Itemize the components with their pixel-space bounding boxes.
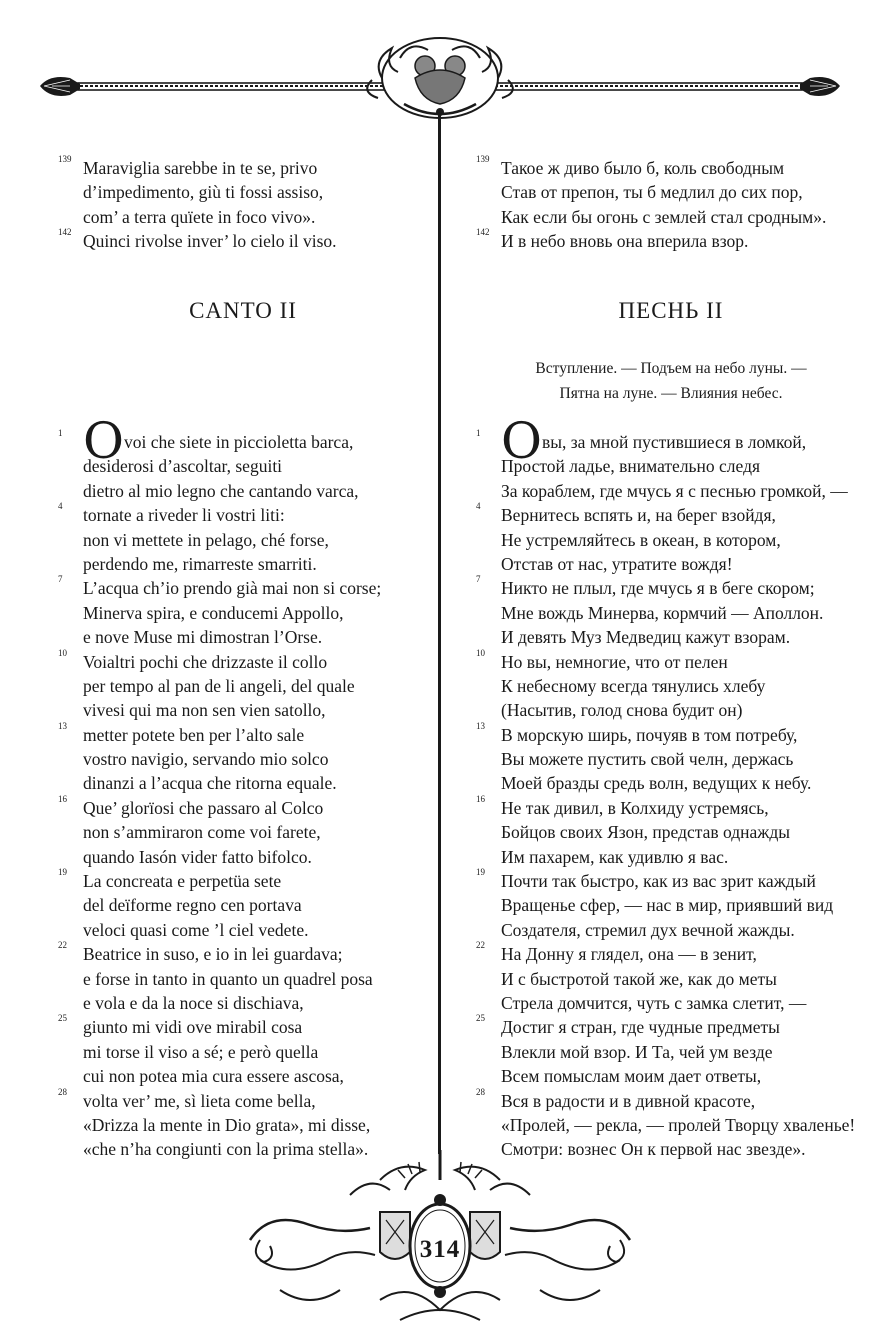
verse-text: tornate a riveder li vostri liti: xyxy=(83,505,285,526)
verse-text: Им пахарем, как удивлю я вас. xyxy=(501,846,729,867)
verse-number: 4 xyxy=(476,501,481,512)
argument-line: Пятна на луне. — Влияния небес. xyxy=(559,385,783,402)
verse-number: 13 xyxy=(58,720,67,731)
verse-text: Моей бразды средь волн, ведущих к небу. xyxy=(501,773,812,794)
verse-text: Такое ж диво было б, коль свободным xyxy=(501,158,785,178)
verse-text: За кораблем, где мчусь я с песнью громкой, — xyxy=(501,480,848,501)
verse-text: non s’ammiraron come voi farete, xyxy=(83,822,321,843)
verse-text: И с быстротой такой же, как до меты xyxy=(501,968,777,989)
verse-number: 139 xyxy=(476,154,490,164)
verse-number: 142 xyxy=(476,227,490,238)
verse-text: Никто не плыл, где мчусь я в беге скором; xyxy=(501,578,815,599)
verse-number: 142 xyxy=(58,227,72,238)
verse-text: Став от препон, ты б медлил до сих пор, xyxy=(501,182,803,203)
verse-text: L’acqua ch’io prendo già mai non si corse; xyxy=(83,578,382,599)
column-divider xyxy=(438,112,441,1154)
verse-text: На Донну я глядел, она — в зенит, xyxy=(501,944,757,965)
verse-text: И в небо вновь она вперила взор. xyxy=(501,231,749,252)
canto-argument xyxy=(476,356,866,406)
verse-text: e nove Muse mi dimostran l’Orse. xyxy=(83,627,323,648)
verse-text: Quinci rivolse inver’ lo cielo il viso. xyxy=(83,231,337,252)
verse-number: 16 xyxy=(58,793,67,804)
verse-text: Вся в радости и в дивной красоте, xyxy=(501,1090,756,1111)
verse-text: Отстав от нас, утратите вождя! xyxy=(501,553,733,574)
verse-text: (Насытив, голод снова будит он) xyxy=(501,700,743,721)
verse-text: Вращенье сфер, — нас в мир, приявший вид xyxy=(501,895,834,916)
right-tassel-icon xyxy=(800,77,840,96)
verse-text: volta ver’ me, sì lieta come bella, xyxy=(83,1090,316,1111)
verse-number: 28 xyxy=(58,1086,67,1097)
verse-text: non vi mettete in pelago, ché forse, xyxy=(83,529,329,550)
verse-number: 25 xyxy=(476,1013,485,1024)
verse-text: К небесному всегда тянулись хлебу xyxy=(501,675,766,696)
verse-text: И девять Муз Медведиц кажут взорам. xyxy=(501,627,791,648)
verse-text: metter potete ben per l’alto sale xyxy=(83,724,305,745)
verse-number: 1 xyxy=(476,428,481,438)
verse-number: 19 xyxy=(476,867,485,878)
verse-text: per tempo al pan de li angeli, del quale xyxy=(83,675,355,696)
verse-text: Бойцов своих Язон, представ однажды xyxy=(501,822,791,843)
verse-text: Смотри: вознес Он к первой нас звезде». xyxy=(501,1139,806,1160)
verse-number: 10 xyxy=(476,647,485,658)
verse-text: cui non potea mia cura essere ascosa, xyxy=(83,1066,344,1087)
verse-number: 22 xyxy=(476,940,485,951)
verse-text: mi torse il viso a sé; e però quella xyxy=(83,1041,319,1062)
verse-text: desiderosi d’ascoltar, seguiti xyxy=(83,456,283,477)
verse-text: Que’ glorïosi che passaro al Colco xyxy=(83,797,324,818)
verse-text: Достиг я стран, где чудные предметы xyxy=(501,1017,780,1038)
verse-text: Как если бы огонь с землей стал сродным». xyxy=(501,206,827,227)
verse-number: 7 xyxy=(476,574,481,585)
verse-text: Minerva spira, e conducemi Appollo, xyxy=(83,602,344,623)
verse-text: veloci quasi come ’l ciel vedete. xyxy=(83,919,309,940)
verse-text: Создателя, стремил дух вечной жажды. xyxy=(501,919,795,940)
verse-text: Стрела домчится, чуть с замка слетит, — xyxy=(501,992,807,1013)
verse-text: Мне вождь Минерва, кормчий — Аполлон. xyxy=(501,602,824,623)
verse-number: 25 xyxy=(58,1013,67,1024)
cherub-cartouche-icon xyxy=(367,38,513,118)
verse-text: Maraviglia sarebbe in te se, privo xyxy=(83,158,318,178)
argument-line: Вступление. — Подъем на небо луны. — xyxy=(535,360,807,377)
verse-number: 22 xyxy=(58,940,67,951)
verse-text: Простой ладье, внимательно следя xyxy=(501,456,761,477)
verse-text: «Пролей, — рекла, — пролей Творцу хваленье! xyxy=(501,1114,856,1135)
verse-text: vivesi qui ma non sen vien satollo, xyxy=(83,700,326,721)
verse-text: Beatrice in suso, e io in lei guardava; xyxy=(83,944,343,965)
page-number: 314 xyxy=(419,1236,461,1263)
verse-text: voi che siete in piccioletta barca, xyxy=(124,432,354,452)
verse-number: 1 xyxy=(58,428,63,438)
verse-text: e forse in tanto in quanto un quadrel posa xyxy=(83,968,373,989)
verse-number: 19 xyxy=(58,867,67,878)
verse-text: vostro navigio, servando mio solco xyxy=(83,749,329,770)
verse-text: «che n’ha congiunti con la prima stella». xyxy=(83,1139,369,1160)
verse-number: 13 xyxy=(476,720,485,731)
verse-text: «Drizza la mente in Dio grata», mi disse, xyxy=(83,1114,371,1135)
verse-number: 28 xyxy=(476,1086,485,1097)
verse-text: perdendo me, rimarreste smarriti. xyxy=(83,553,317,574)
verse-text: d’impedimento, giù ti fossi assiso, xyxy=(83,182,324,203)
canto-title: ПЕСНЬ II xyxy=(618,298,724,323)
verse-text: Всем помыслам моим дает ответы, xyxy=(501,1066,762,1087)
drop-cap: O xyxy=(83,412,124,470)
left-tassel-icon xyxy=(40,77,80,96)
verse-text: Но вы, немногие, что от пелен xyxy=(501,651,728,672)
verse-number: 139 xyxy=(58,154,72,164)
verse-number: 7 xyxy=(58,574,63,585)
verse-text: dinanzi a l’acqua che ritorna equale. xyxy=(83,773,337,794)
verse-text: Вернитесь вспять и, на берег взойдя, xyxy=(501,505,776,526)
verse-text: del deïforme regno cen portava xyxy=(83,895,302,916)
canto-title: CANTO II xyxy=(189,298,297,323)
verse-text: giunto mi vidi ove mirabil cosa xyxy=(83,1017,303,1038)
verse-text: Вы можете пустить свой челн, держась xyxy=(501,749,794,770)
verse-text: В морскую ширь, почуяв в том потребу, xyxy=(501,724,798,745)
verse-text: La concreata e perpetüa sete xyxy=(83,871,282,892)
verse-number: 16 xyxy=(476,793,485,804)
verse-text: quando Iasón vider fatto bifolco. xyxy=(83,846,312,867)
verse-number: 10 xyxy=(58,647,67,658)
verse-text: вы, за мной пустившиеся в ломкой, xyxy=(542,432,807,452)
verse-number: 4 xyxy=(58,501,63,512)
verse-text: Влекли мой взор. И Та, чей ум везде xyxy=(501,1041,773,1062)
verse-text: e vola e da la noce si dischiava, xyxy=(83,992,304,1013)
drop-cap: О xyxy=(501,412,542,470)
verse-text: dietro al mio legno che cantando varca, xyxy=(83,480,359,501)
verse-text: com’ a terra quïete in foco vivo». xyxy=(83,206,316,227)
verse-text: Voialtri pochi che drizzaste il collo xyxy=(83,651,328,672)
verse-text: Почти так быстро, как из вас зрит каждый xyxy=(501,871,816,892)
verse-text: Не устремляйтесь в океан, в котором, xyxy=(501,529,781,550)
verse-text: Не так дивил, в Колхиду устремясь, xyxy=(501,797,769,818)
